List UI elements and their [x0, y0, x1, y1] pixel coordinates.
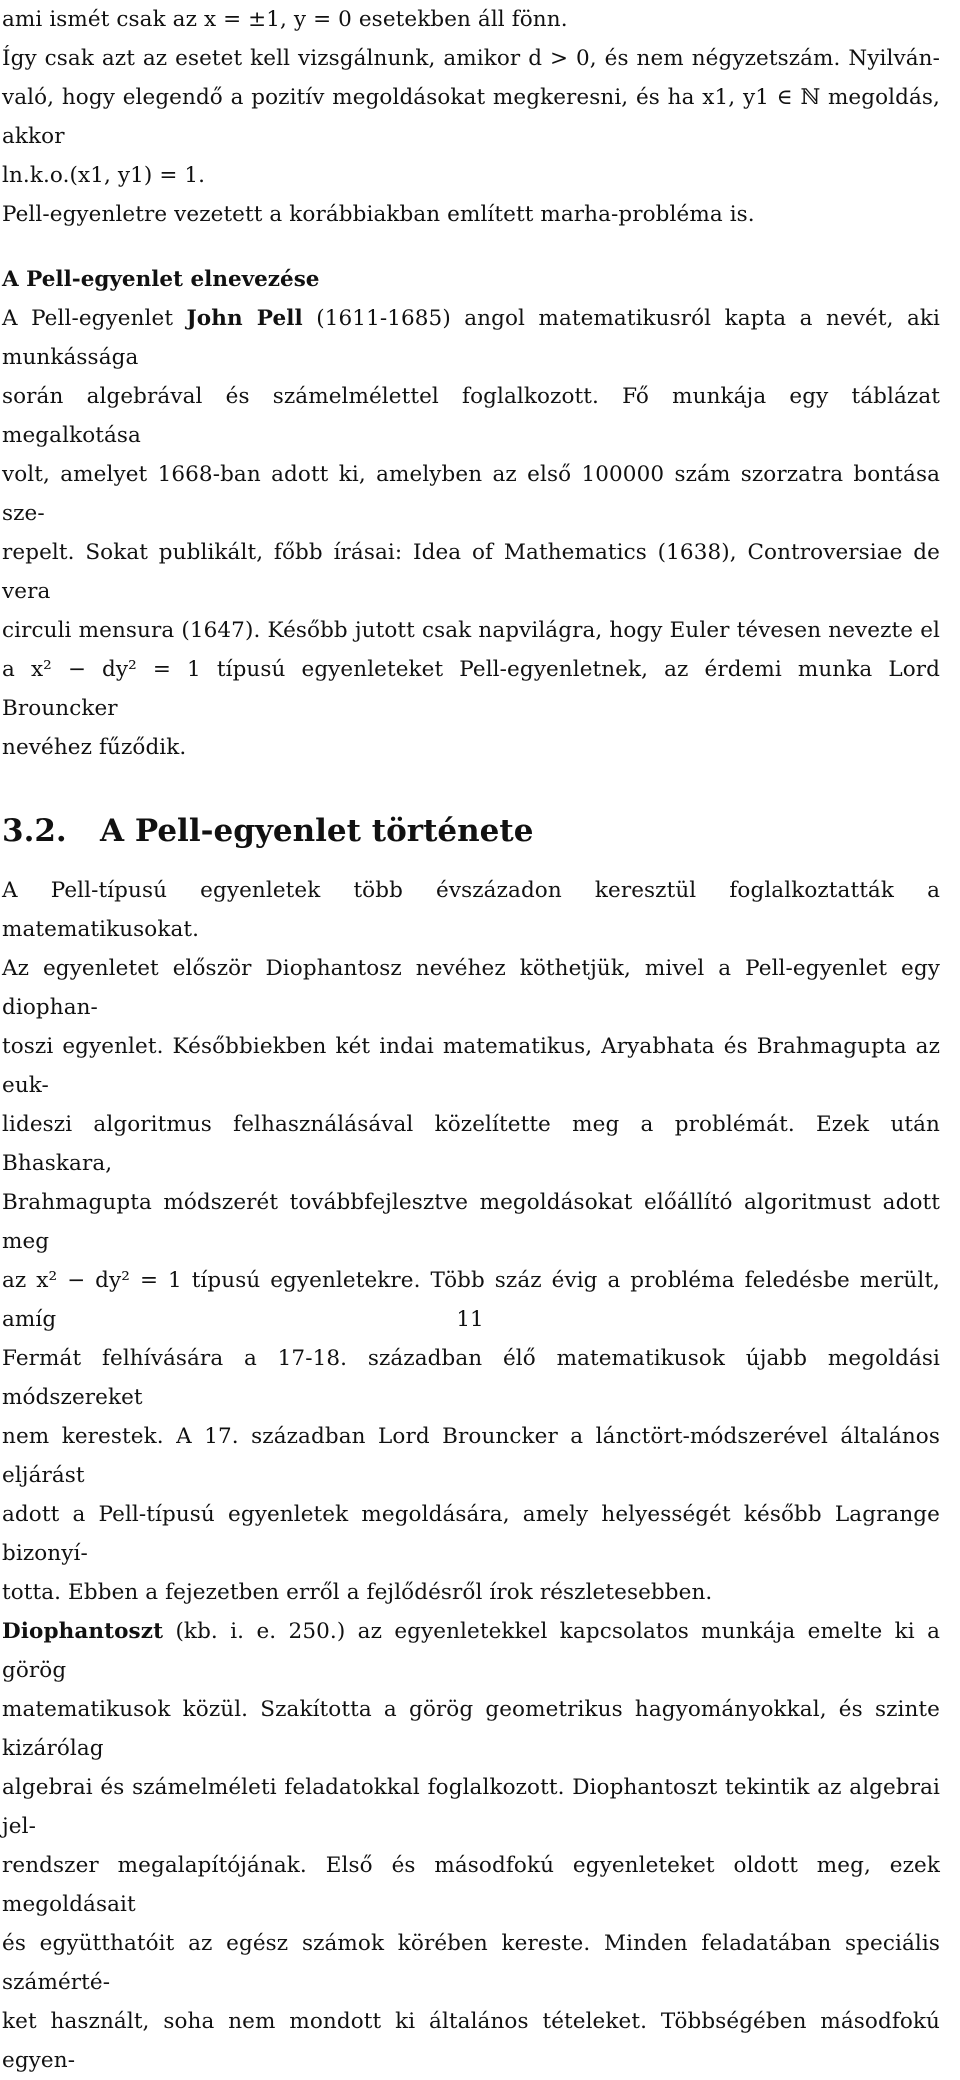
text-run: A Pell-egyenlet — [2, 306, 187, 331]
text-line: circuli mensura (1647). Később jutott csak napvilágra, hogy Euler tévesen nevezte el — [2, 618, 940, 643]
text-line: az x² − dy² = 1 típusú egyenletekre. Több száz évig a probléma feledésbe merült, amíg — [2, 1268, 940, 1332]
text-line: Az egyenletet először Diophantosz nevéhez köthetjük, mivel a Pell-egyenlet egy diophan- — [2, 956, 940, 1020]
text-line — [2, 1612, 940, 1690]
text-line: volt, amelyet 1668-ban adott ki, amelyben az első 100000 szám szorzatra bontása sze- — [2, 462, 940, 526]
text-run: (kb. i. e. 250.) az egyenletekkel kapcsolatos munkája emelte ki a görög — [2, 1619, 940, 1683]
text-line: ln.k.o.(x1, y1) = 1. — [2, 163, 206, 188]
text-line: A Pell-típusú egyenletek több évszázadon keresztül foglalkoztatták a matematikusokat. — [2, 878, 940, 942]
chapter-heading — [2, 809, 942, 853]
text-line: algebrai és számelméleti feladatokkal foglalkozott. Diophantoszt tekintik az algebrai jel- — [2, 1775, 940, 1839]
text-run: (1611-1685) angol matematikusról kapta a nevét, aki munkássága — [2, 306, 940, 370]
text-line: rendszer megalapítójának. Első és másodfokú egyenleteket oldott meg, ezek megoldásait — [2, 1853, 940, 1917]
text-line: Így csak azt az esetet kell vizsgálnunk, amikor d > 0, és nem négyzetszám. Nyilván- — [2, 46, 940, 71]
section-subheading: A Pell-egyenlet elnevezése — [2, 267, 320, 292]
text-line — [2, 299, 940, 377]
text-line: Fermát felhívására a 17-18. században élő matematikusok újabb megoldási módszereket — [2, 1346, 940, 1410]
bold-name: Diophantoszt — [2, 1619, 164, 1644]
text-line: toszi egyenlet. Későbbiekben két indai matematikus, Aryabhata és Brahmagupta az euk- — [2, 1034, 940, 1098]
text-line: való, hogy elegendő a pozitív megoldásokat megkeresni, és ha x1, y1 ∈ ℕ megoldás, akkor — [2, 85, 940, 149]
bold-name: John Pell — [186, 306, 303, 331]
chapter-title: A Pell-egyenlet története — [100, 813, 534, 849]
text-line: repelt. Sokat publikált, főbb írásai: Idea of Mathematics (1638), Controversiae de vera — [2, 540, 940, 604]
text-line: nevéhez fűződik. — [2, 735, 187, 760]
text-line: ami ismét csak az x = ±1, y = 0 esetekben áll fönn. — [2, 7, 568, 32]
text-line: ket használt, soha nem mondott ki általános tételeket. Többségében másodfokú egyen- — [2, 2009, 940, 2073]
page-number: 11 — [456, 1307, 484, 1332]
spacer — [2, 234, 942, 260]
text-line: és együtthatóit az egész számok körében kereste. Minden feladatában speciális számérté- — [2, 1931, 940, 1995]
chapter-number: 3.2. — [2, 813, 67, 849]
text-line: totta. Ebben a fejezetben erről a fejlődésről írok részletesebben. — [2, 1580, 713, 1605]
text-line: lideszi algoritmus felhasználásával közelítette meg a problémát. Ezek után Bhaskara, — [2, 1112, 940, 1176]
text-line: Pell-egyenletre vezetett a korábbiakban említett marha-probléma is. — [2, 202, 755, 227]
text-line: során algebrával és számelmélettel foglalkozott. Fő munkája egy táblázat megalkotása — [2, 384, 940, 448]
text-line: Brahmagupta módszerét továbbfejlesztve megoldásokat előállító algoritmust adott meg — [2, 1190, 940, 1254]
text-line: matematikusok közül. Szakította a görög geometrikus hagyományokkal, és szinte kizárólag — [2, 1697, 940, 1761]
text-line: a x² − dy² = 1 típusú egyenleteket Pell-egyenletnek, az érdemi munka Lord Brouncker — [2, 657, 940, 721]
text-line: adott a Pell-típusú egyenletek megoldására, amely helyességét később Lagrange bizonyí- — [2, 1502, 940, 1566]
text-line: nem kerestek. A 17. században Lord Brouncker a lánctört-módszerével általános eljárást — [2, 1424, 940, 1488]
